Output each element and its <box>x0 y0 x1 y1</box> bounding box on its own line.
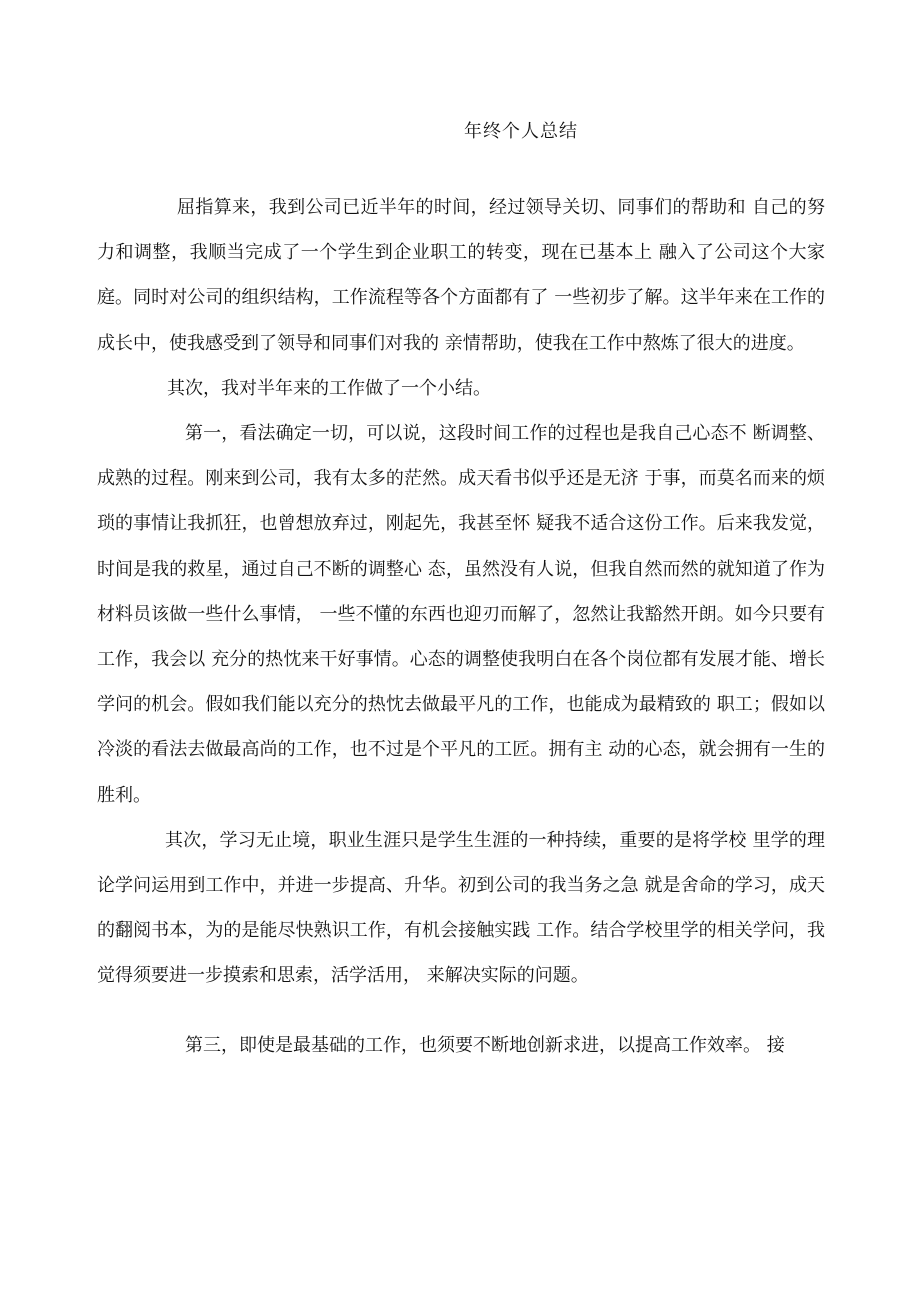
paragraph-2: 其次，我对半年来的工作做了一个小结。 <box>167 377 491 399</box>
paragraph-5: 第三，即使是最基础的工作，也须要不断地创新求进，以提高工作效率。 接 <box>185 1034 785 1056</box>
document-title: 年终个人总结 <box>464 121 578 142</box>
document-body <box>97 185 825 1068</box>
paragraph-1: 屈指算来，我到公司已近半年的时间，经过领导关切、同事们的帮助和 自己的努力和调整，我顺当完成了一个学生到企业职工的转变，现在已基本上 融入了公司这个大家庭。同时对公司的组织结构，工作流程等各个方面都有了 一些初步了解。这半年来在工作的成长中，使我感受到了领导和同事们对我的 亲情帮助，使我在工作中熬炼了很大的进度。 <box>97 197 825 354</box>
paragraph-3: 第一，看法确定一切，可以说，这段时间工作的过程也是我自己心态不 断调整、成熟的过程。刚来到公司，我有太多的茫然。成天看书似乎还是无济 于事，而莫名而来的烦琐的事情让我抓狂，也曾想放弃过，刚起先，我甚至怀 疑我不适合这份工作。后来我发觉，时间是我的救星，通过自己不断的调整心 态，虽然没有人说，但我自然而然的就知道了作为材料员该做一些什么事情， 一些不懂的东西也迎刃而解了，忽然让我豁然开朗。如今只要有工作，我会以 充分的热忱来干好事情。心态的调整使我明白在各个岗位都有发展才能、增长 学问的机会。假如我们能以充分的热忱去做最平凡的工作，也能成为最精致的 职工；假如以冷淡的看法去做最高尚的工作，也不过是个平凡的工匠。拥有主 动的心态，就会拥有一生的胜利。 <box>97 423 825 806</box>
paragraph-4: 其次，学习无止境，职业生涯只是学生生涯的一种持续，重要的是将学校 里学的理论学问运用到工作中，并进一步提高、升华。初到公司的我当务之急 就是舍命的学习，成天的翻阅书本，为的是能尽快熟识工作，有机会接触实践 工作。结合学校里学的相关学问，我觉得须要进一步摸索和思索，活学活用， 来解决实际的问题。 <box>97 829 825 987</box>
